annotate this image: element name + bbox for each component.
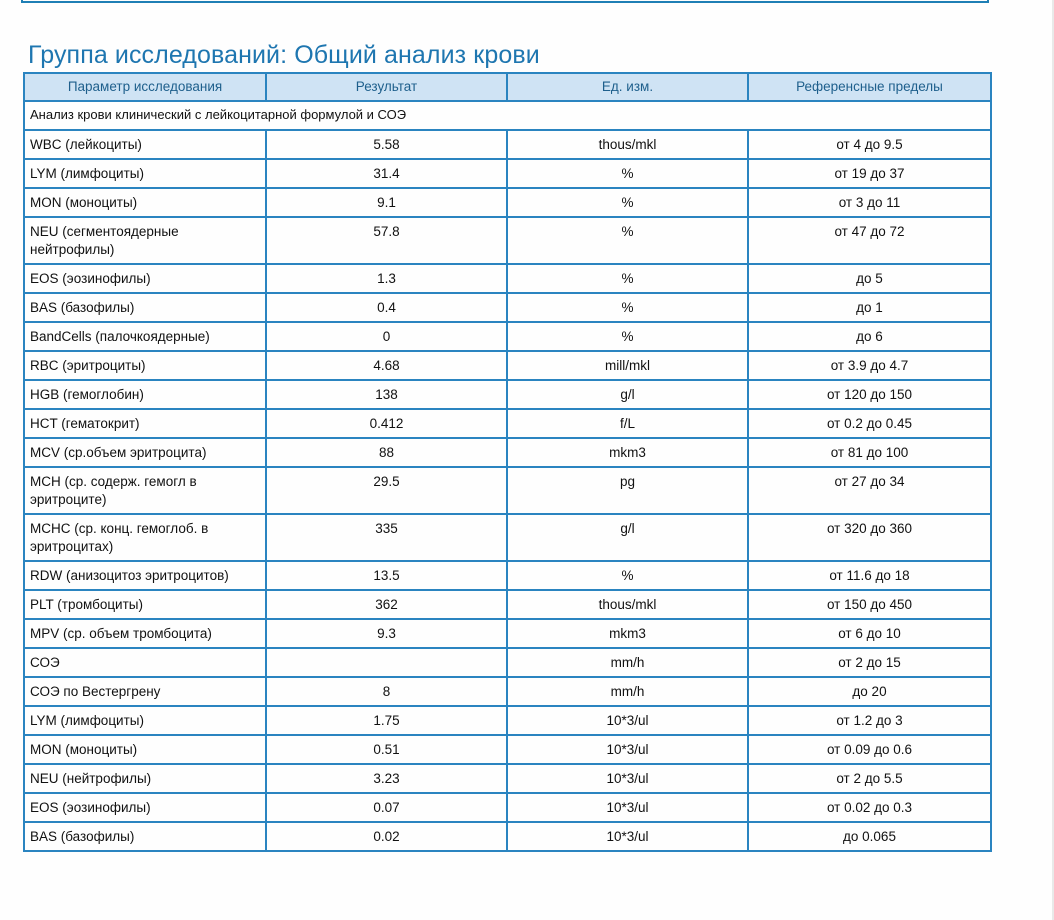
cell-parameter: EOS (эозинофилы): [24, 264, 266, 293]
table-row: [24, 409, 991, 438]
cell-reference: от 3 до 11: [748, 188, 991, 217]
cell-unit: mill/mkl: [507, 351, 748, 380]
cell-result: 0.51: [266, 735, 507, 764]
cell-unit: %: [507, 217, 748, 264]
table-row: [24, 677, 991, 706]
cell-parameter: MON (моноциты): [24, 188, 266, 217]
cell-unit: %: [507, 561, 748, 590]
table-row: [24, 735, 991, 764]
cell-unit: %: [507, 188, 748, 217]
cell-unit: 10*3/ul: [507, 822, 748, 851]
cell-reference: до 6: [748, 322, 991, 351]
cell-unit: pg: [507, 467, 748, 514]
cell-reference: от 120 до 150: [748, 380, 991, 409]
table-row: [24, 159, 991, 188]
cell-reference: от 3.9 до 4.7: [748, 351, 991, 380]
cell-result: 88: [266, 438, 507, 467]
cell-result: 31.4: [266, 159, 507, 188]
cell-parameter: NEU (нейтрофилы): [24, 764, 266, 793]
cell-result: 9.1: [266, 188, 507, 217]
cell-unit: mkm3: [507, 619, 748, 648]
cell-reference: до 5: [748, 264, 991, 293]
table-header: [24, 73, 991, 101]
cell-unit: 10*3/ul: [507, 735, 748, 764]
table-row: [24, 293, 991, 322]
cell-unit: %: [507, 322, 748, 351]
cell-parameter: HGB (гемоглобин): [24, 380, 266, 409]
cell-reference: от 0.2 до 0.45: [748, 409, 991, 438]
cell-result: 4.68: [266, 351, 507, 380]
cell-reference: до 20: [748, 677, 991, 706]
cell-reference: от 47 до 72: [748, 217, 991, 264]
table-row: [24, 764, 991, 793]
cell-parameter: BandCells (палочкоядерные): [24, 322, 266, 351]
cell-result: 362: [266, 590, 507, 619]
cell-parameter: СОЭ: [24, 648, 266, 677]
cell-parameter: MCHC (ср. конц. гемоглоб. в эритроцитах): [24, 514, 266, 561]
cell-reference: от 1.2 до 3: [748, 706, 991, 735]
cell-unit: g/l: [507, 380, 748, 409]
table-row: [24, 217, 991, 264]
table-row: [24, 188, 991, 217]
cell-result: 29.5: [266, 467, 507, 514]
cell-unit: 10*3/ul: [507, 706, 748, 735]
cell-parameter: BAS (базофилы): [24, 293, 266, 322]
table-row: [24, 590, 991, 619]
cell-result: 138: [266, 380, 507, 409]
cell-unit: mm/h: [507, 648, 748, 677]
cell-result: 13.5: [266, 561, 507, 590]
table-row: [24, 822, 991, 851]
page-title: Группа исследований: Общий анализ крови: [28, 40, 540, 69]
cell-result: 1.75: [266, 706, 507, 735]
table-row: [24, 351, 991, 380]
cell-result: 1.3: [266, 264, 507, 293]
cell-parameter: MPV (ср. объем тромбоцита): [24, 619, 266, 648]
cell-unit: %: [507, 159, 748, 188]
cell-unit: 10*3/ul: [507, 764, 748, 793]
cell-unit: thous/mkl: [507, 590, 748, 619]
cell-reference: от 150 до 450: [748, 590, 991, 619]
cell-parameter: BAS (базофилы): [24, 822, 266, 851]
cell-parameter: MCH (ср. содерж. гемогл в эритроците): [24, 467, 266, 514]
cell-parameter: СОЭ по Вестергрену: [24, 677, 266, 706]
cell-reference: до 0.065: [748, 822, 991, 851]
cell-reference: от 19 до 37: [748, 159, 991, 188]
cell-reference: от 2 до 15: [748, 648, 991, 677]
cell-parameter: LYM (лимфоциты): [24, 706, 266, 735]
cell-reference: от 0.02 до 0.3: [748, 793, 991, 822]
cell-unit: %: [507, 264, 748, 293]
cell-result: 8: [266, 677, 507, 706]
section-title: Анализ крови клинический с лейкоцитарной формулой и СОЭ: [24, 101, 991, 130]
cell-unit: %: [507, 293, 748, 322]
cell-parameter: LYM (лимфоциты): [24, 159, 266, 188]
cell-unit: thous/mkl: [507, 130, 748, 159]
cell-result: 0.02: [266, 822, 507, 851]
cell-parameter: WBC (лейкоциты): [24, 130, 266, 159]
cell-result: 9.3: [266, 619, 507, 648]
column-header-parameter: Параметр исследования: [24, 73, 266, 101]
table-row: [24, 706, 991, 735]
header-row: [24, 73, 991, 101]
cell-parameter: PLT (тромбоциты): [24, 590, 266, 619]
table-row: [24, 514, 991, 561]
cell-reference: от 11.6 до 18: [748, 561, 991, 590]
table-body: [24, 101, 991, 851]
table-row: [24, 467, 991, 514]
cell-parameter: RDW (анизоцитоз эритроцитов): [24, 561, 266, 590]
cell-reference: от 27 до 34: [748, 467, 991, 514]
cell-unit: mm/h: [507, 677, 748, 706]
cell-reference: от 4 до 9.5: [748, 130, 991, 159]
column-header-unit: Ед. изм.: [507, 73, 748, 101]
table-row: [24, 561, 991, 590]
table-row: [24, 380, 991, 409]
cell-parameter: MCV (ср.объем эритроцита): [24, 438, 266, 467]
cell-result: [266, 648, 507, 677]
column-header-result: Результат: [266, 73, 507, 101]
table-row: [24, 648, 991, 677]
cell-parameter: EOS (эозинофилы): [24, 793, 266, 822]
results-table: [23, 72, 992, 852]
cell-result: 0.07: [266, 793, 507, 822]
cell-reference: от 6 до 10: [748, 619, 991, 648]
cell-reference: от 320 до 360: [748, 514, 991, 561]
cell-result: 0.412: [266, 409, 507, 438]
cell-reference: от 0.09 до 0.6: [748, 735, 991, 764]
cell-reference: до 1: [748, 293, 991, 322]
table-row: [24, 322, 991, 351]
table-row: [24, 130, 991, 159]
cell-parameter: MON (моноциты): [24, 735, 266, 764]
table-row: [24, 793, 991, 822]
cell-parameter: NEU (сегментоядерные нейтрофилы): [24, 217, 266, 264]
section-row: [24, 101, 991, 130]
cell-result: 5.58: [266, 130, 507, 159]
table-row: [24, 619, 991, 648]
column-header-reference: Референсные пределы: [748, 73, 991, 101]
cell-unit: f/L: [507, 409, 748, 438]
table-row: [24, 264, 991, 293]
cell-reference: от 2 до 5.5: [748, 764, 991, 793]
cell-result: 57.8: [266, 217, 507, 264]
cell-unit: g/l: [507, 514, 748, 561]
cell-parameter: HCT (гематокрит): [24, 409, 266, 438]
cell-result: 0: [266, 322, 507, 351]
cell-unit: 10*3/ul: [507, 793, 748, 822]
table-row: [24, 438, 991, 467]
cell-reference: от 81 до 100: [748, 438, 991, 467]
cell-result: 335: [266, 514, 507, 561]
cell-parameter: RBC (эритроциты): [24, 351, 266, 380]
previous-section-box: [21, 0, 989, 3]
cell-result: 3.23: [266, 764, 507, 793]
cell-result: 0.4: [266, 293, 507, 322]
cell-unit: mkm3: [507, 438, 748, 467]
